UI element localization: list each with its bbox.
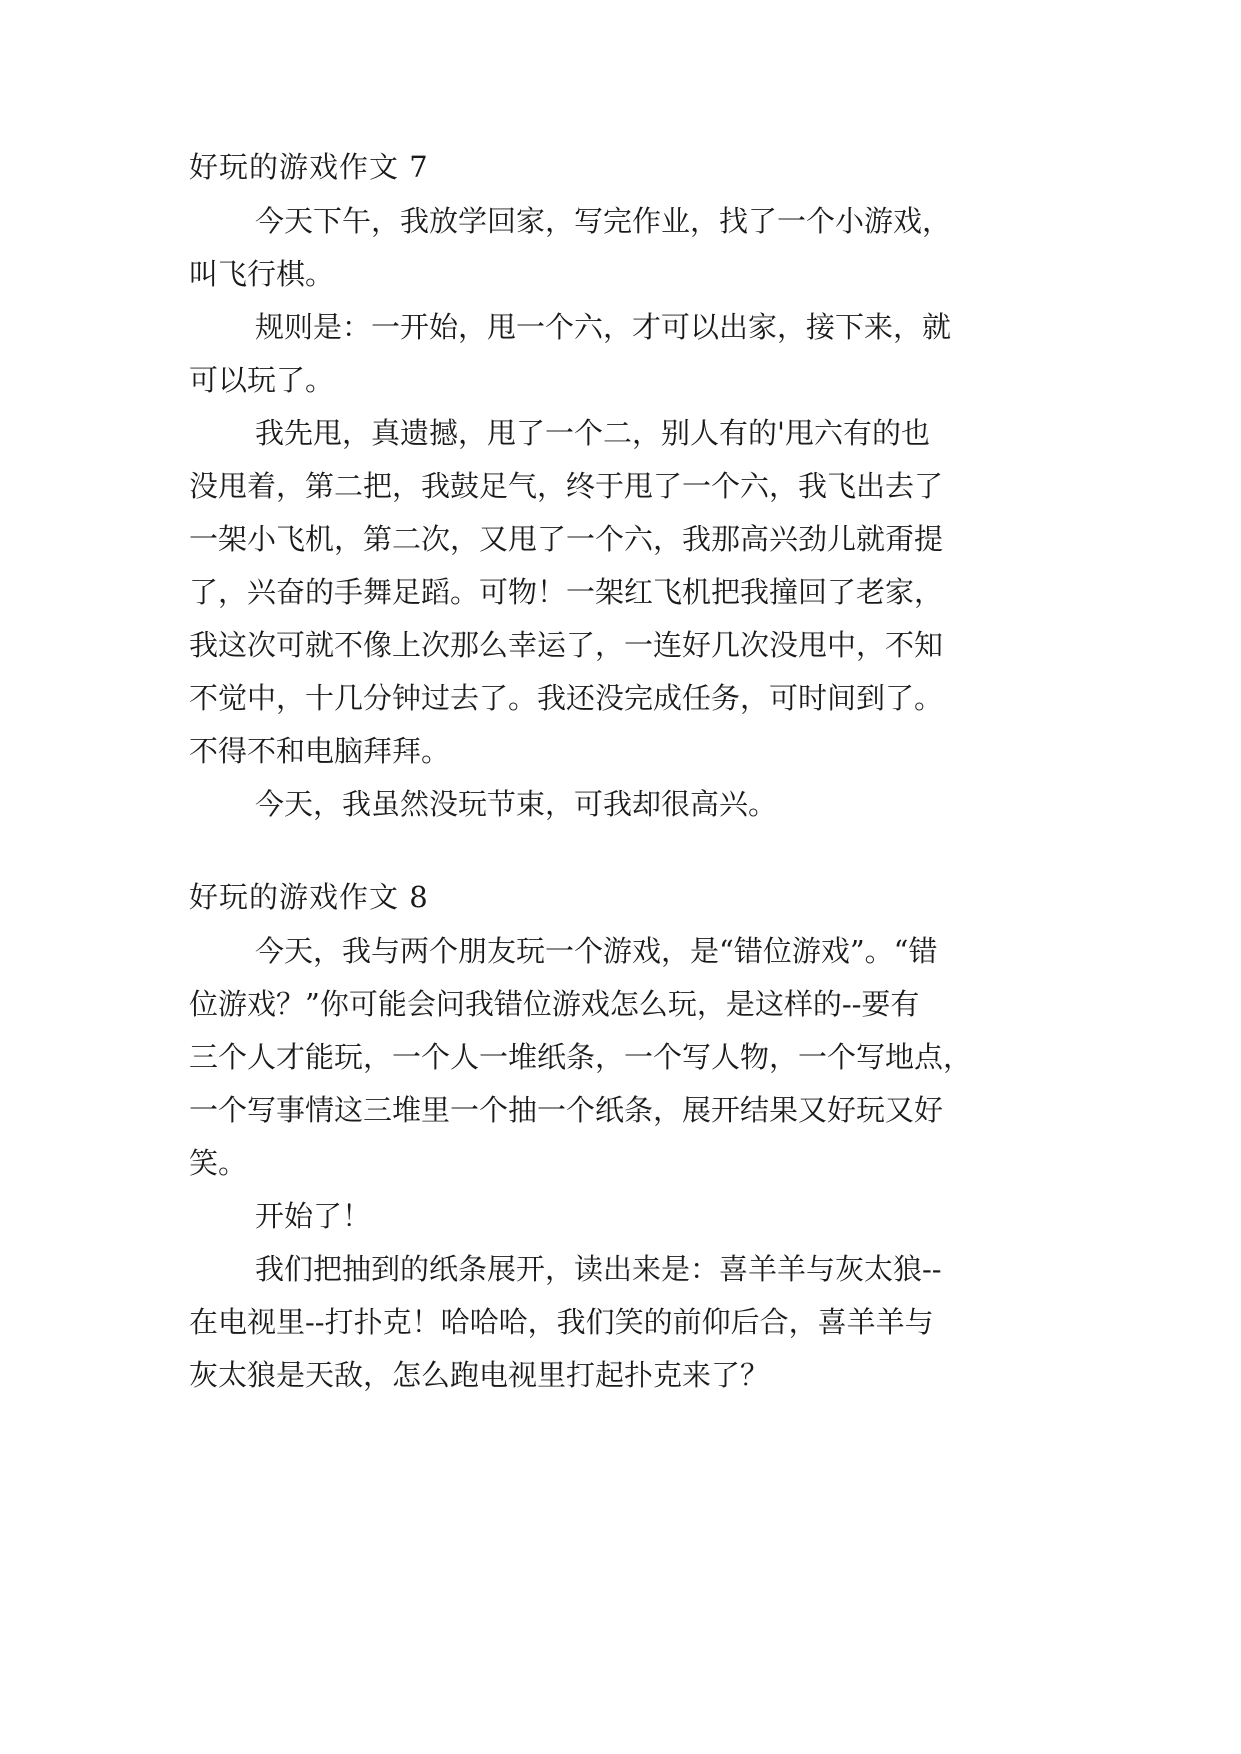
- section-title: 好玩的游戏作文 8: [189, 880, 429, 914]
- paragraph-line: 规则是：一开始，甩一个六，才可以出家，接下来，就: [255, 310, 952, 344]
- paragraph-line: 三个人才能玩，一个人一堆纸条，一个写人物，一个写地点，: [189, 1040, 973, 1074]
- paragraph-line: 在电视里--打扑克！哈哈哈，我们笑的前仰后合，喜羊羊与: [189, 1305, 934, 1339]
- paragraph-line: 不觉中，十几分钟过去了。我还没完成任务，可时间到了。: [189, 681, 944, 715]
- paragraph-line: 了，兴奋的手舞足蹈。可物！一架红飞机把我撞回了老家，: [189, 575, 944, 609]
- paragraph-line: 叫飞行棋。: [189, 257, 335, 291]
- paragraph-line: 今天，我虽然没玩节束，可我却很高兴。: [255, 787, 778, 821]
- paragraph-line: 笑。: [189, 1146, 248, 1180]
- paragraph-line: 我们把抽到的纸条展开，读出来是：喜羊羊与灰太狼--: [255, 1252, 942, 1286]
- paragraph-line: 开始了！: [255, 1199, 372, 1233]
- paragraph-line: 一架小飞机，第二次，又甩了一个六，我那高兴劲儿就甭提: [189, 522, 944, 556]
- paragraph-line: 位游戏？”你可能会问我错位游戏怎么玩，是这样的--要有: [189, 987, 920, 1021]
- paragraph-line: 灰太狼是天敌，怎么跑电视里打起扑克来了？: [189, 1358, 770, 1392]
- paragraph-line: 我这次可就不像上次那么幸运了，一连好几次没甩中，不知: [189, 628, 944, 662]
- paragraph-line: 今天，我与两个朋友玩一个游戏，是“错位游戏”。“错: [255, 934, 938, 968]
- paragraph-line: 可以玩了。: [189, 363, 335, 397]
- paragraph-line: 我先甩，真遗撼，甩了一个二，别人有的'甩六有的也: [255, 416, 930, 450]
- paragraph-line: 今天下午，我放学回家，写完作业，找了一个小游戏，: [255, 204, 952, 238]
- paragraph-line: 没甩着，第二把，我鼓足气，终于甩了一个六，我飞出去了: [189, 469, 944, 503]
- section-title: 好玩的游戏作文 7: [189, 150, 429, 184]
- paragraph-line: 一个写事情这三堆里一个抽一个纸条，展开结果又好玩又好: [189, 1093, 944, 1127]
- paragraph-line: 不得不和电脑拜拜。: [189, 734, 451, 768]
